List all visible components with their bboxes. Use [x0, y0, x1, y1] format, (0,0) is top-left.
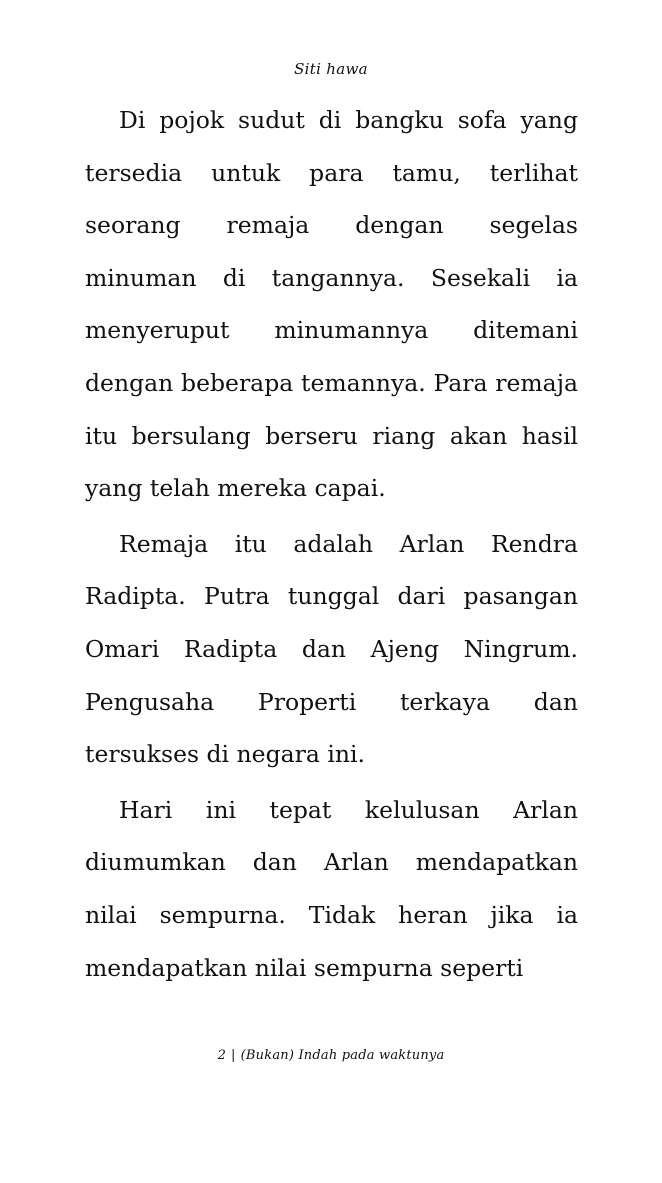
footer-separator: |	[231, 1048, 236, 1063]
paragraph-1: Di pojok sudut di bangku sofa yang tersedia untuk para tamu, terlihat seorang remaja dengan segelas minuman di tangannya. Sesekali ia menyeruput minumannya ditemani dengan beberapa temannya. Para remaja itu bersulang berseru riang akan hasil yang telah mereka capai.	[85, 106, 578, 503]
page-number: 2	[217, 1048, 227, 1063]
paragraph-2: Remaja itu adalah Arlan Rendra Radipta. Putra tunggal dari pasangan Omari Radipta dan Ajeng Ningrum. Pengusaha Properti terkaya dan tersukses di negara ini.	[85, 529, 578, 769]
header-author: Siti hawa	[294, 60, 368, 78]
running-header	[0, 60, 662, 78]
page-body	[85, 94, 578, 997]
page-footer	[0, 1048, 662, 1063]
paragraph-3: Hari ini tepat kelulusan Arlan diumumkan dan Arlan mendapatkan nilai sempurna. Tidak heran jika ia mendapatkan nilai sempurna seperti	[85, 795, 578, 982]
footer-book-title: (Bukan) Indah pada waktunya	[240, 1048, 445, 1063]
